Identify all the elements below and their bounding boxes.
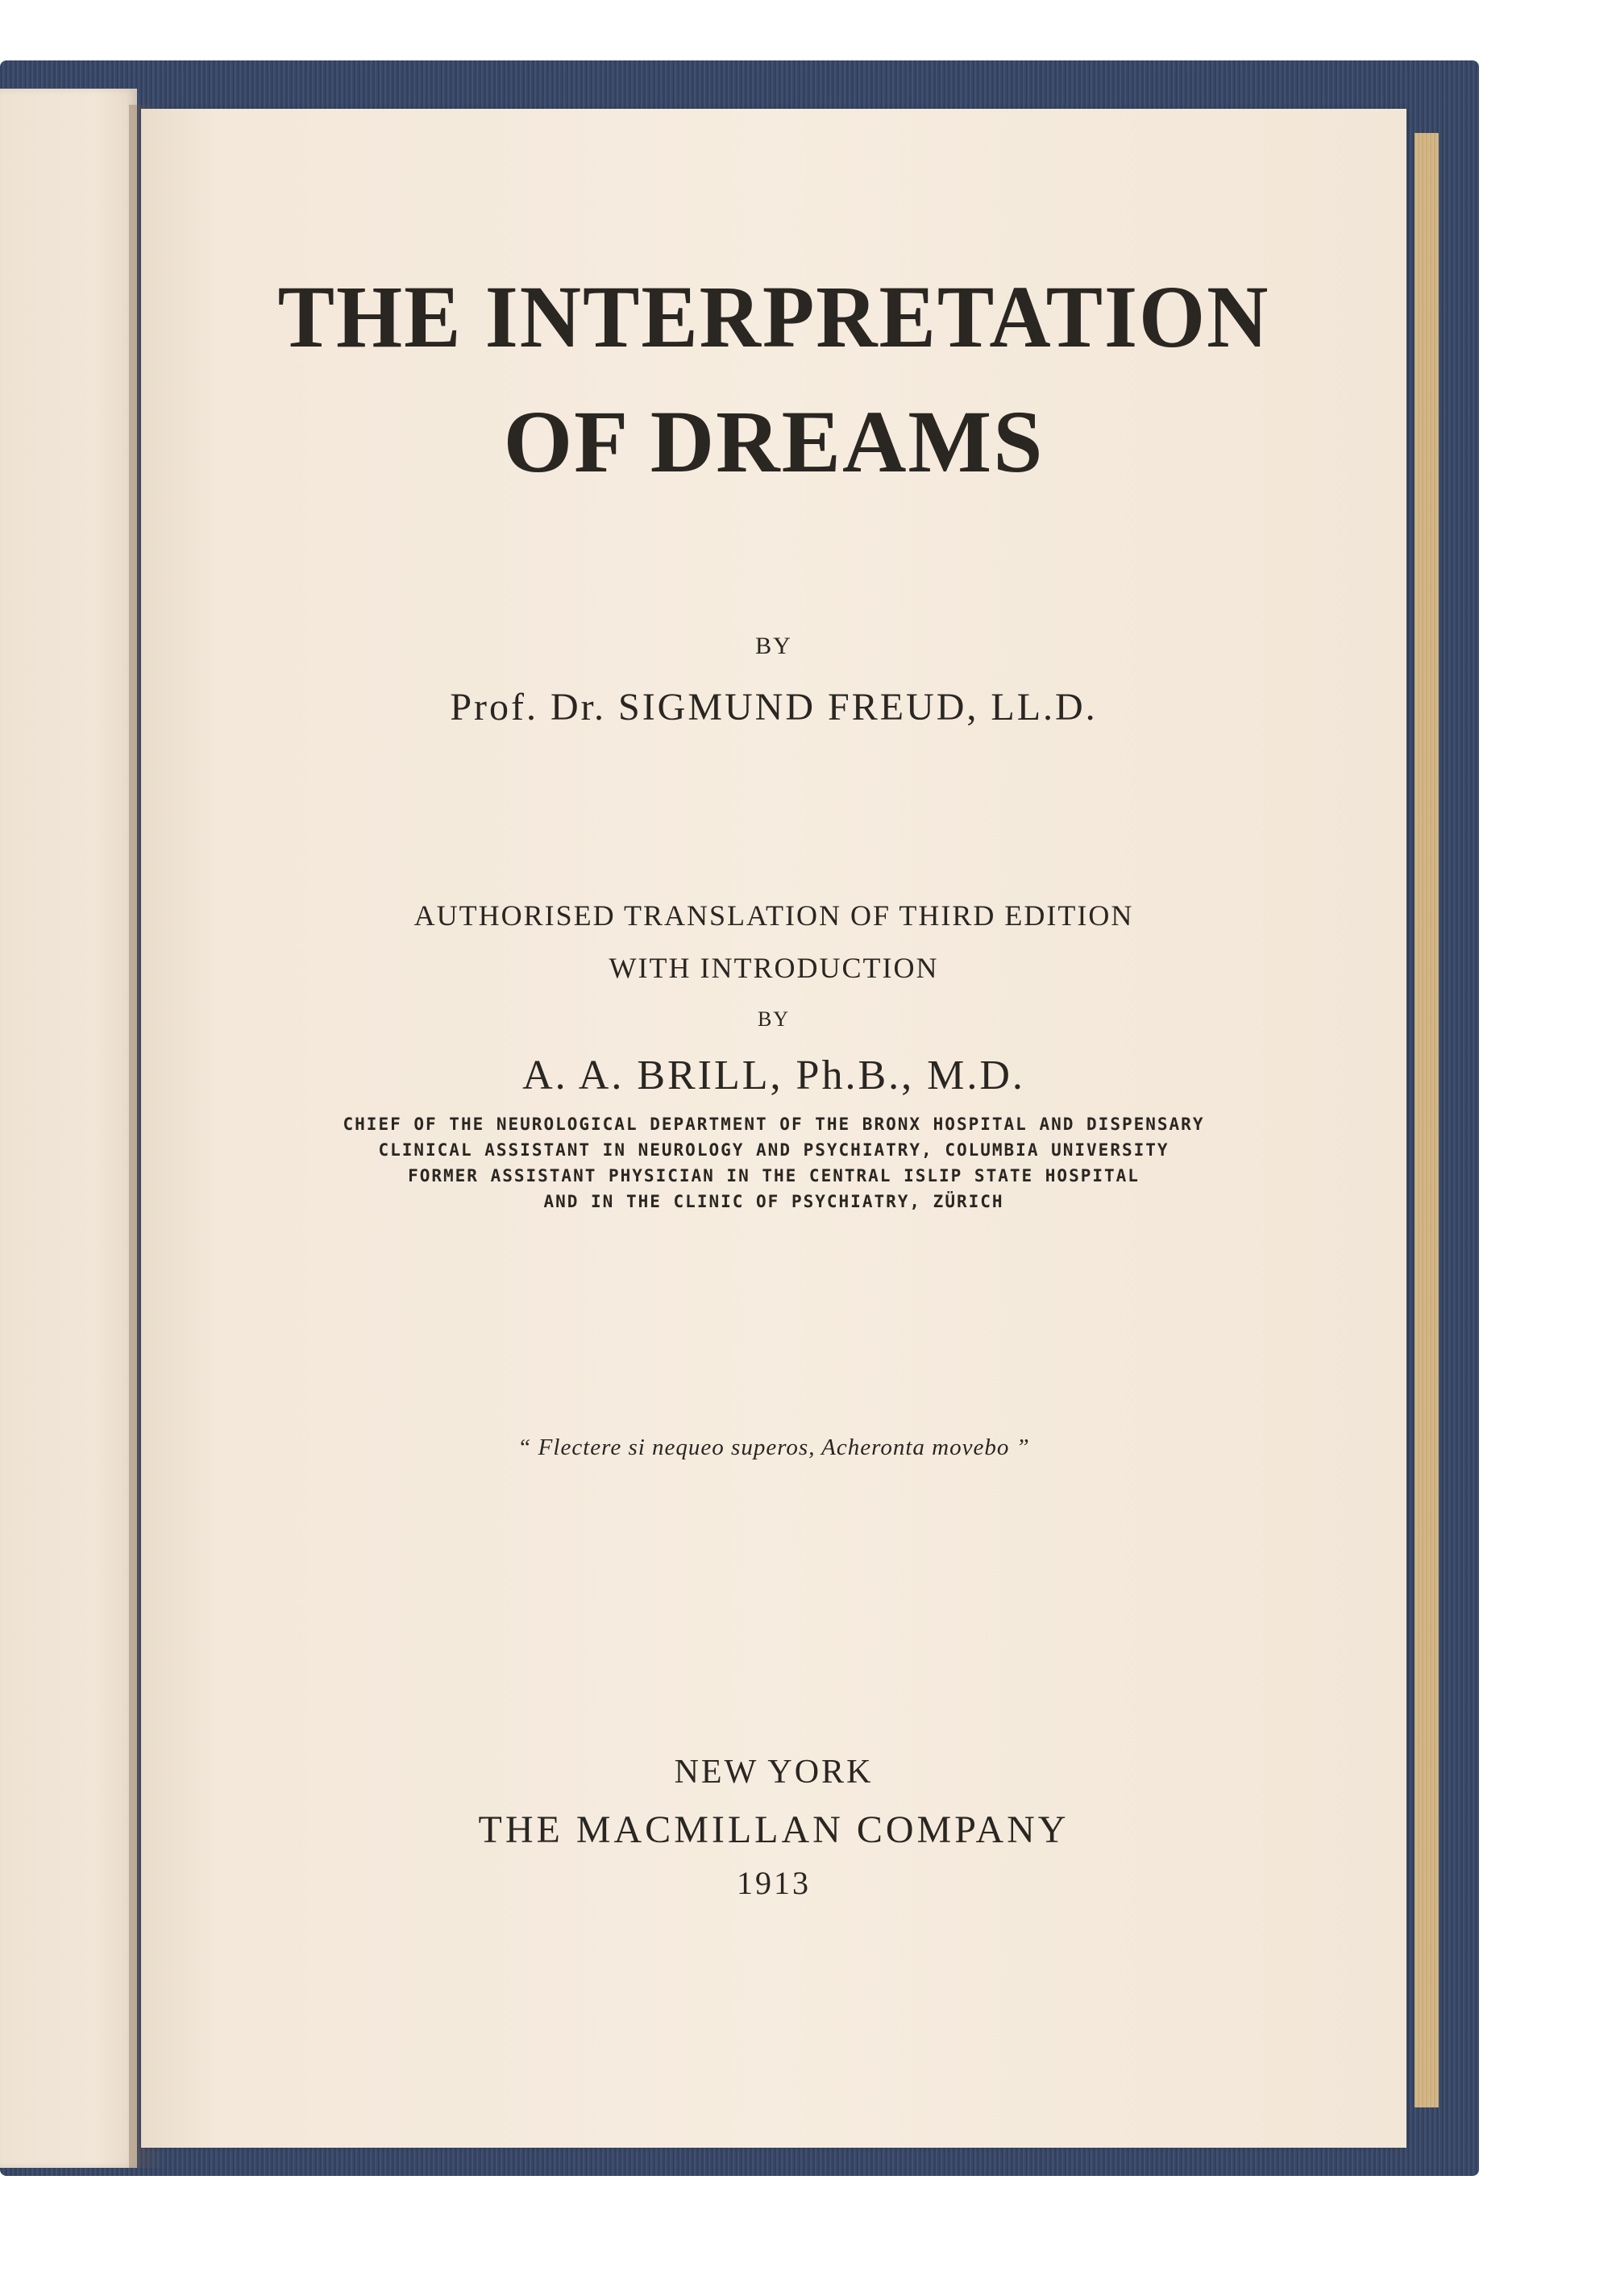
translator-credential: FORMER ASSISTANT PHYSICIAN IN THE CENTRAL ISLIP STATE HOSPITAL (408, 1166, 1140, 1185)
show-through-letter (32, 322, 113, 419)
publication-year: 1913 (737, 1865, 811, 1901)
by-label-author: BY (755, 633, 792, 659)
book-title-line-1: THE INTERPRETATION (277, 268, 1270, 366)
book-title-line-2: OF DREAMS (503, 392, 1045, 491)
translator-credential: CLINICAL ASSISTANT IN NEUROLOGY AND PSYCHIATRY, COLUMBIA UNIVERSITY (378, 1140, 1170, 1160)
publisher-name: THE MACMILLAN COMPANY (478, 1808, 1070, 1851)
epigraph-motto: “ Flectere si nequeo superos, Acheronta movebo ” (517, 1434, 1030, 1460)
translation-note-line-2: WITH INTRODUCTION (609, 952, 939, 984)
author-name: Prof. Dr. SIGMUND FREUD, LL.D. (450, 686, 1098, 729)
by-label-translator: BY (757, 1007, 791, 1031)
left-page (0, 89, 137, 2168)
publication-place: NEW YORK (674, 1754, 874, 1791)
translator-credential: CHIEF OF THE NEUROLOGICAL DEPARTMENT OF THE BRONX HOSPITAL AND DISPENSARY (343, 1115, 1205, 1134)
page-edges (1415, 133, 1439, 2107)
translator-name: A. A. BRILL, Ph.B., M.D. (522, 1053, 1025, 1098)
translator-credential: AND IN THE CLINIC OF PSYCHIATRY, ZÜRICH (543, 1192, 1004, 1211)
title-page (141, 109, 1406, 2148)
translation-note-line-1: AUTHORISED TRANSLATION OF THIRD EDITION (413, 899, 1134, 932)
